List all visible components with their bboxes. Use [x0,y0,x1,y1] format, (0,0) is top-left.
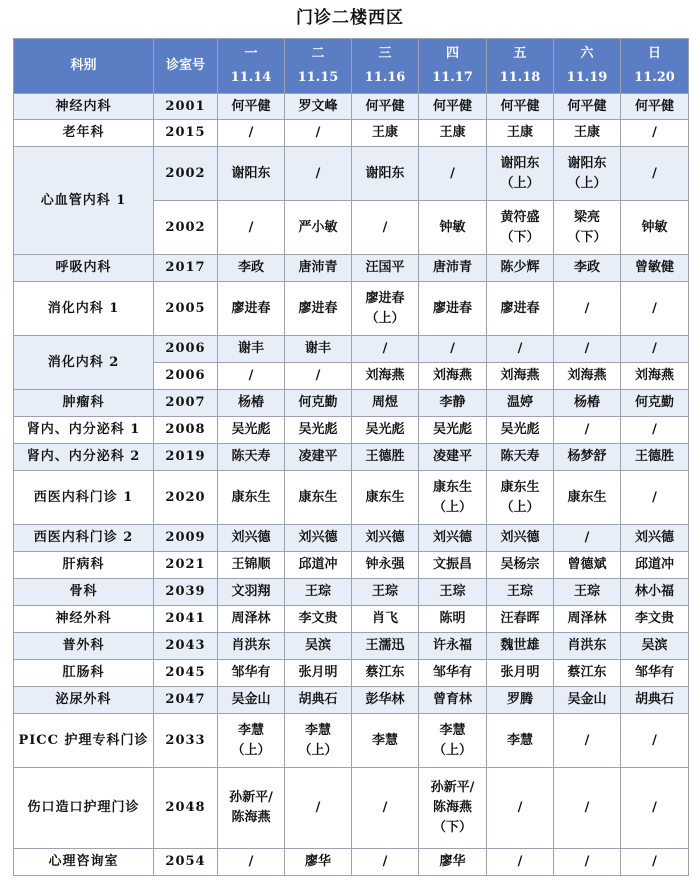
doctor-cell: 谢阳东 [218,147,285,201]
doctor-cell: 汪国平 [352,255,419,282]
doctor-cell: / [621,768,689,849]
table-row [14,336,689,363]
doctor-cell: 陈天寿 [487,444,554,471]
dept-cell: 肾内、内分泌科 2 [14,444,154,471]
dept-cell: 肝病科 [14,552,154,579]
header-room: 诊室号 [154,39,218,94]
doctor-cell: 李静 [419,390,487,417]
doctor-cell: 凌建平 [285,444,352,471]
table-row [14,94,689,120]
room-cell: 2017 [154,255,218,282]
doctor-cell: 严小敏 [285,201,352,255]
doctor-cell: / [554,336,621,363]
doctor-cell: / [419,147,487,201]
doctor-cell: 王琮 [487,579,554,606]
doctor-cell: 刘海燕 [487,363,554,390]
doctor-cell: / [218,201,285,255]
table-row [14,606,689,633]
table-row [14,525,689,552]
doctor-cell: / [621,417,689,444]
doctor-cell: 王康 [487,120,554,147]
doctor-cell: 吴光彪 [487,417,554,444]
doctor-cell: / [218,363,285,390]
dept-cell: 老年科 [14,120,154,147]
room-cell: 2001 [154,94,218,120]
header-day: 二 11.15 [285,39,352,94]
doctor-cell: / [621,471,689,525]
doctor-cell: 陈明 [419,606,487,633]
doctor-cell: 胡典石 [285,687,352,714]
doctor-cell: 王琮 [419,579,487,606]
doctor-cell: 吴金山 [554,687,621,714]
room-cell: 2009 [154,525,218,552]
doctor-cell: 廖进春 [487,282,554,336]
doctor-cell: 罗文峰 [285,94,352,120]
doctor-cell: / [621,336,689,363]
header-day: 六 11.19 [554,39,621,94]
doctor-cell: 吴光彪 [218,417,285,444]
table-row [14,687,689,714]
doctor-cell: 王琮 [554,579,621,606]
doctor-cell: 何平健 [218,94,285,120]
doctor-cell: 吴滨 [285,633,352,660]
doctor-cell: 文羽翔 [218,579,285,606]
doctor-cell: 何平健 [487,94,554,120]
room-cell: 2015 [154,120,218,147]
doctor-cell: 邱道冲 [285,552,352,579]
doctor-cell: 彭华林 [352,687,419,714]
room-cell: 2020 [154,471,218,525]
doctor-cell: 黄符盛 （下） [487,201,554,255]
doctor-cell: 唐沛青 [419,255,487,282]
doctor-cell: 肖洪东 [554,633,621,660]
dept-cell: 消化内科 1 [14,282,154,336]
doctor-cell: 曾德斌 [554,552,621,579]
doctor-cell: 吴光彪 [352,417,419,444]
dept-cell: 消化内科 2 [14,336,154,390]
doctor-cell: 何平健 [554,94,621,120]
doctor-cell: 何平健 [352,94,419,120]
doctor-cell: 钟敏 [621,201,689,255]
doctor-cell: 谢丰 [218,336,285,363]
doctor-cell: 李慧 （上） [218,714,285,768]
doctor-cell: 邹华有 [621,660,689,687]
doctor-cell: / [285,768,352,849]
room-cell: 2054 [154,849,218,876]
doctor-cell: 王德胜 [621,444,689,471]
doctor-cell: 许永福 [419,633,487,660]
room-cell: 2041 [154,606,218,633]
doctor-cell: 曾育林 [419,687,487,714]
room-cell: 2002 [154,147,218,201]
doctor-cell: 蔡江东 [352,660,419,687]
table-row [14,417,689,444]
doctor-cell: 王康 [352,120,419,147]
dept-cell: 呼吸内科 [14,255,154,282]
doctor-cell: / [621,147,689,201]
doctor-cell: 蔡江东 [554,660,621,687]
doctor-cell: 何平健 [621,94,689,120]
doctor-cell: 邱道冲 [621,552,689,579]
table-row [14,579,689,606]
doctor-cell: 王琮 [285,579,352,606]
dept-cell: 神经外科 [14,606,154,633]
doctor-cell: 廖进春 [218,282,285,336]
dept-cell: 肿瘤科 [14,390,154,417]
table-row [14,471,689,525]
doctor-cell: 魏世雄 [487,633,554,660]
dept-cell: 神经内科 [14,94,154,120]
doctor-cell: / [285,120,352,147]
doctor-cell: 杨椿 [554,390,621,417]
doctor-cell: / [218,849,285,876]
doctor-cell: / [218,120,285,147]
doctor-cell: 刘兴德 [285,525,352,552]
doctor-cell: 康东生 [554,471,621,525]
doctor-cell: 孙新平/ 陈海燕 （下） [419,768,487,849]
doctor-cell: 孙新平/ 陈海燕 [218,768,285,849]
dept-cell: 骨科 [14,579,154,606]
doctor-cell: / [621,282,689,336]
doctor-cell: 吴光彪 [419,417,487,444]
table-row [14,255,689,282]
doctor-cell: 周煜 [352,390,419,417]
doctor-cell: 刘兴德 [419,525,487,552]
doctor-cell: 谢丰 [285,336,352,363]
doctor-cell: / [487,768,554,849]
table-row [14,282,689,336]
room-cell: 2019 [154,444,218,471]
room-cell: 2006 [154,363,218,390]
room-cell: 2033 [154,714,218,768]
header-row [14,39,689,94]
doctor-cell: 王康 [554,120,621,147]
doctor-cell: 李文贵 [285,606,352,633]
doctor-cell: 邹华有 [218,660,285,687]
header-day: 日 11.20 [621,39,689,94]
room-cell: 2007 [154,390,218,417]
doctor-cell: / [621,120,689,147]
table-row [14,768,689,849]
header-day: 五 11.18 [487,39,554,94]
doctor-cell: / [554,525,621,552]
doctor-cell: 刘兴德 [218,525,285,552]
table-row [14,390,689,417]
doctor-cell: 凌建平 [419,444,487,471]
dept-cell: 肾内、内分泌科 1 [14,417,154,444]
dept-cell: 伤口造口护理门诊 [14,768,154,849]
doctor-cell: 刘兴德 [352,525,419,552]
doctor-cell: 谢阳东 [352,147,419,201]
table-row [14,633,689,660]
doctor-cell: 康东生 [218,471,285,525]
header-dept: 科别 [14,39,154,94]
doctor-cell: 陈天寿 [218,444,285,471]
doctor-cell: 康东生 [285,471,352,525]
doctor-cell: 吴光彪 [285,417,352,444]
doctor-cell: 何克勤 [621,390,689,417]
doctor-cell: 廖华 [285,849,352,876]
doctor-cell: 李文贵 [621,606,689,633]
dept-cell: 肛肠科 [14,660,154,687]
dept-cell: PICC 护理专科门诊 [14,714,154,768]
doctor-cell: 曾敏健 [621,255,689,282]
doctor-cell: 廖进春 [285,282,352,336]
table-row [14,660,689,687]
doctor-cell: 康东生 （上） [419,471,487,525]
doctor-cell: / [352,336,419,363]
doctor-cell: / [285,363,352,390]
doctor-cell: / [554,768,621,849]
doctor-cell: / [554,282,621,336]
doctor-cell: 康东生 [352,471,419,525]
dept-cell: 泌尿外科 [14,687,154,714]
doctor-cell: 吴滨 [621,633,689,660]
doctor-cell: 陈少辉 [487,255,554,282]
doctor-cell: 邹华有 [419,660,487,687]
doctor-cell: 康东生 （上） [487,471,554,525]
doctor-cell: 肖飞 [352,606,419,633]
room-cell: 2048 [154,768,218,849]
room-cell: 2005 [154,282,218,336]
room-cell: 2045 [154,660,218,687]
doctor-cell: 刘海燕 [352,363,419,390]
doctor-cell: 刘海燕 [554,363,621,390]
room-cell: 2047 [154,687,218,714]
doctor-cell: 文振昌 [419,552,487,579]
dept-cell: 西医内科门诊 1 [14,471,154,525]
doctor-cell: 刘海燕 [621,363,689,390]
doctor-cell: 汪春晖 [487,606,554,633]
table-row [14,120,689,147]
dept-cell: 西医内科门诊 2 [14,525,154,552]
doctor-cell: 杨椿 [218,390,285,417]
doctor-cell: 胡典石 [621,687,689,714]
doctor-cell: 钟永强 [352,552,419,579]
dept-cell: 心血管内科 1 [14,147,154,255]
doctor-cell: 李政 [554,255,621,282]
doctor-cell: 李慧 （上） [419,714,487,768]
doctor-cell: 吴杨宗 [487,552,554,579]
doctor-cell: 廖进春 （上） [352,282,419,336]
doctor-cell: / [285,147,352,201]
doctor-cell: / [352,768,419,849]
doctor-cell: 王德胜 [352,444,419,471]
doctor-cell: / [352,849,419,876]
room-cell: 2006 [154,336,218,363]
doctor-cell: 唐沛青 [285,255,352,282]
table-row [14,552,689,579]
doctor-cell: 周泽林 [554,606,621,633]
table-row [14,714,689,768]
doctor-cell: 肖洪东 [218,633,285,660]
doctor-cell: 张月明 [487,660,554,687]
room-cell: 2039 [154,579,218,606]
doctor-cell: 温婷 [487,390,554,417]
doctor-cell: 钟敏 [419,201,487,255]
doctor-cell: 何平健 [419,94,487,120]
room-cell: 2043 [154,633,218,660]
doctor-cell: / [352,201,419,255]
doctor-cell: 王锦顺 [218,552,285,579]
doctor-cell: 谢阳东 （上） [554,147,621,201]
doctor-cell: / [487,336,554,363]
room-cell: 2002 [154,201,218,255]
doctor-cell: / [419,336,487,363]
doctor-cell: 罗腾 [487,687,554,714]
doctor-cell: 何克勤 [285,390,352,417]
doctor-cell: 刘兴德 [621,525,689,552]
room-cell: 2021 [154,552,218,579]
doctor-cell: / [554,417,621,444]
doctor-cell: 王濡迅 [352,633,419,660]
table-row [14,849,689,876]
doctor-cell: / [487,849,554,876]
header-day: 四 11.17 [419,39,487,94]
doctor-cell: / [621,714,689,768]
doctor-cell: 王琮 [352,579,419,606]
doctor-cell: / [554,849,621,876]
doctor-cell: 廖华 [419,849,487,876]
doctor-cell: 刘海燕 [419,363,487,390]
doctor-cell: / [621,849,689,876]
header-day: 三 11.16 [352,39,419,94]
header-day: 一 11.14 [218,39,285,94]
doctor-cell: 刘兴德 [487,525,554,552]
doctor-cell: 杨梦舒 [554,444,621,471]
doctor-cell: 林小福 [621,579,689,606]
table-row [14,147,689,201]
page-title: 门诊二楼西区 [296,8,404,28]
doctor-cell: 李慧 [352,714,419,768]
doctor-cell: 谢阳东 （上） [487,147,554,201]
doctor-cell: 王康 [419,120,487,147]
doctor-cell: 李慧 （上） [285,714,352,768]
doctor-cell: 李慧 [487,714,554,768]
doctor-cell: 梁亮 （下） [554,201,621,255]
doctor-cell: 吴金山 [218,687,285,714]
schedule-table [13,38,689,876]
table-row [14,444,689,471]
dept-cell: 普外科 [14,633,154,660]
doctor-cell: 廖进春 [419,282,487,336]
doctor-cell: 周泽林 [218,606,285,633]
doctor-cell: / [554,714,621,768]
room-cell: 2008 [154,417,218,444]
doctor-cell: 张月明 [285,660,352,687]
dept-cell: 心理咨询室 [14,849,154,876]
doctor-cell: 李政 [218,255,285,282]
